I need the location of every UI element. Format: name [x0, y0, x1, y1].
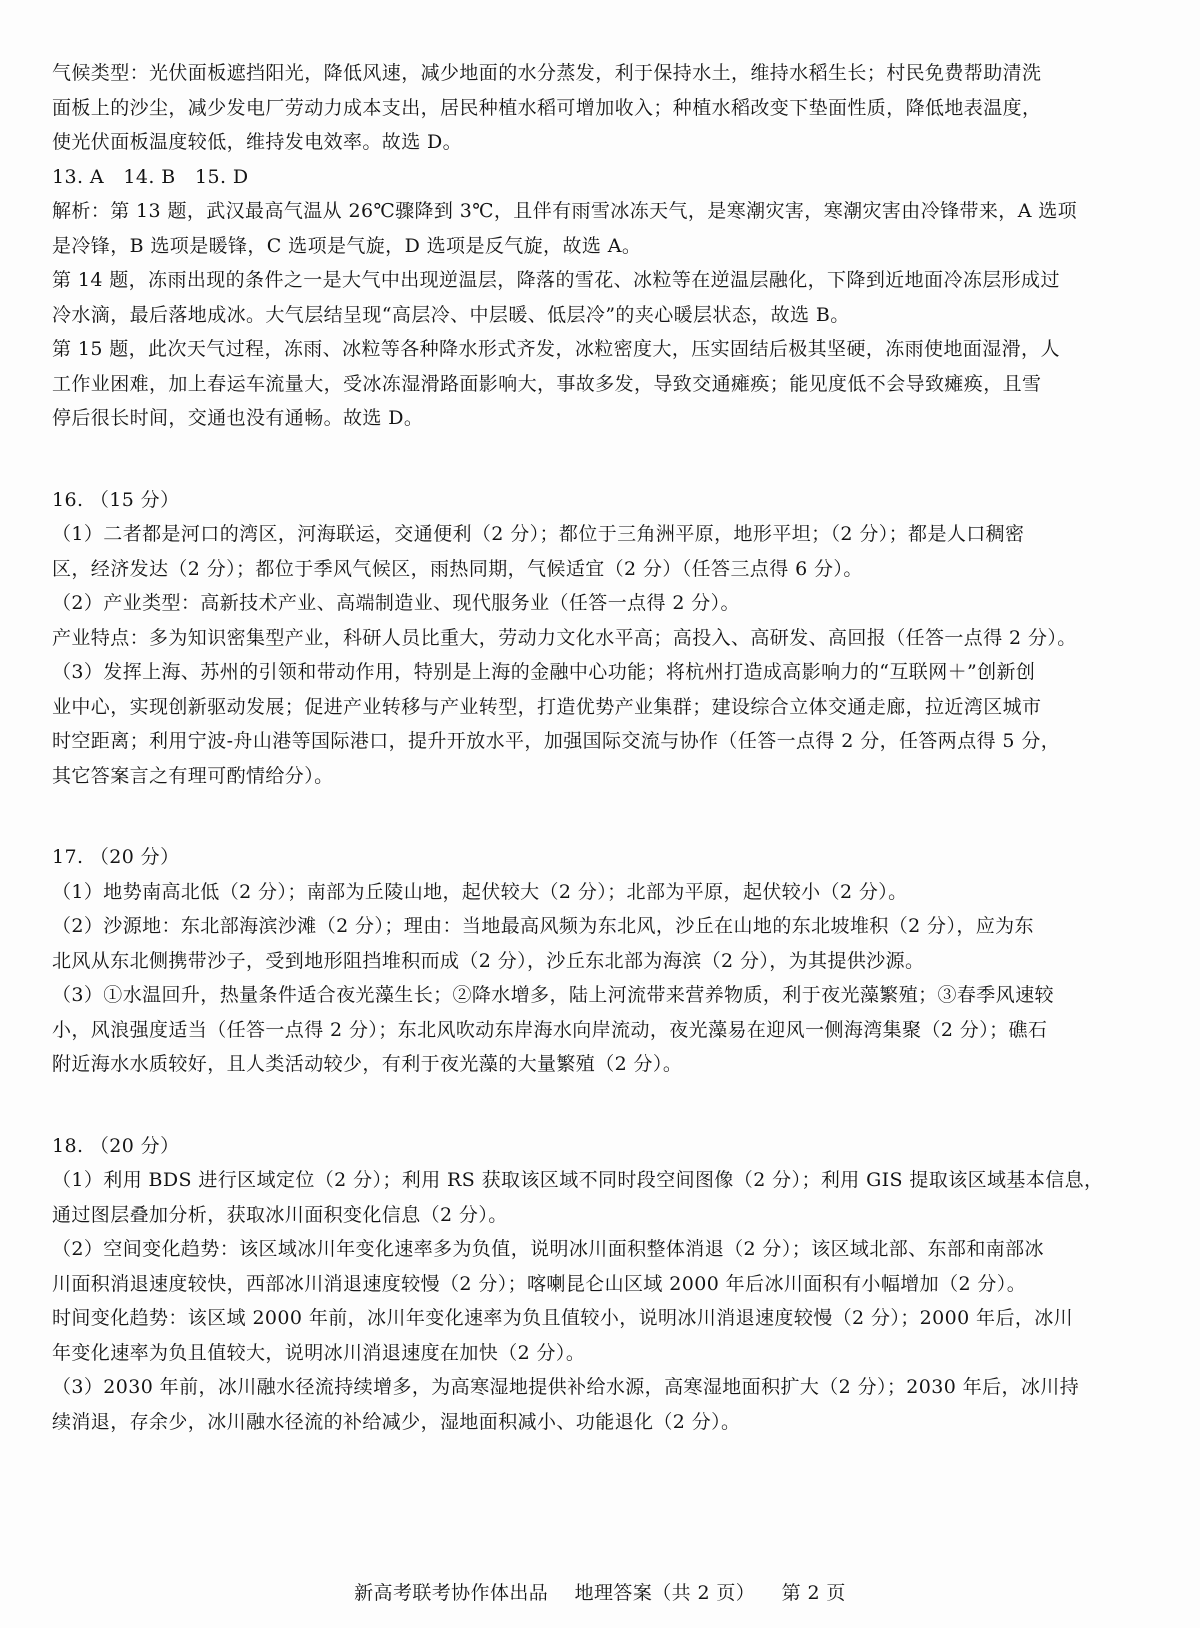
question-16-section: [52, 483, 1152, 794]
text-line: （2）空间变化趋势：该区域冰川年变化速率多为负值，说明冰川面积整体消退（2 分）；该区域北部、东部和南部冰: [52, 1238, 1044, 1260]
text-line: 使光伏面板温度较低，维持发电效率。故选 D。: [52, 131, 463, 153]
text-line: （1）二者都是河口的湾区，河海联运，交通便利（2 分）；都位于三角洲平原，地形平坦；（2 分）；都是人口稠密: [52, 523, 1025, 545]
text-line: 第 14 题，冻雨出现的条件之一是大气中出现逆温层，降落的雪花、冰粒等在逆温层融化，下降到近地面冷冻层形成过: [52, 269, 1060, 291]
text-line: 工作业困难，加上春运车流量大，受冰冻湿滑路面影响大，事故多发，导致交通瘫痪；能见度低不会导致瘫痪，且雪: [52, 372, 1042, 395]
text-line: （1）利用 BDS 进行区域定位（2 分）；利用 RS 获取该区域不同时段空间图像（2 分）；利用 GIS 提取该区域基本信息，: [52, 1169, 1104, 1191]
footer-subject: 地理答案（共 2 页）: [574, 1582, 756, 1604]
text-line: （2）沙源地：东北部海滨沙滩（2 分）；理由：当地最高风频为东北风，沙丘在山地的东北坡堆积（2 分），应为东: [52, 915, 1034, 937]
text-line: 第 15 题，此次天气过程，冻雨、冰粒等各种降水形式齐发，冰粒密度大，压实固结后极其坚硬，冻雨使地面湿滑，人: [52, 338, 1060, 360]
text-line: （3）2030 年前，冰川融水径流持续增多，为高寒湿地提供补给水源，高寒湿地面积扩大（2 分）；2030 年后，冰川持: [52, 1376, 1080, 1398]
text-line: （1）地势南高北低（2 分）；南部为丘陵山地，起伏较大（2 分）；北部为平原，起伏较小（2 分）。: [52, 880, 908, 903]
question-heading: 16. （15 分）: [52, 488, 180, 511]
section-gap: [52, 436, 1152, 483]
text-line: 通过图层叠加分析，获取冰川面积变化信息（2 分）。: [52, 1203, 508, 1226]
question-17-section: [52, 840, 1152, 1082]
text-line: 其它答案言之有理可酌情给分）。: [52, 764, 334, 787]
text-line: （3）①水温回升，热量条件适合夜光藻生长；②降水增多，陆上河流带来营养物质，利于夜光藻繁殖；③春季风速较: [52, 984, 1054, 1006]
text-line: 年变化速率为负且值较大，说明冰川消退速度在加快（2 分）。: [52, 1341, 586, 1364]
text-line: 是冷锋，B 选项是暖锋，C 选项是气旋，D 选项是反气旋，故选 A。: [52, 234, 642, 257]
text-line: 业中心，实现创新驱动发展；促进产业转移与产业转型，打造优势产业集群；建设综合立体交通走廊，拉近湾区城市: [52, 695, 1042, 718]
text-line: 时间变化趋势：该区域 2000 年前，冰川年变化速率为负且值较小，说明冰川消退速度较慢（2 分）；2000 年后，冰川: [52, 1307, 1074, 1329]
question-heading: 17. （20 分）: [52, 846, 180, 868]
footer-page-number: 第 2 页: [781, 1582, 846, 1604]
answer-key-line: 13. A 14. B 15. D: [52, 165, 249, 188]
text-line: 解析：第 13 题，武汉最高气温从 26℃骤降到 3℃，且伴有雨雪冰冻天气，是寒潮灾害，寒潮灾害由冷锋带来，A 选项: [52, 200, 1078, 222]
text-line: 川面积消退速度较快，西部冰川消退速度较慢（2 分）；喀喇昆仑山区域 2000 年后冰川面积有小幅增加（2 分）。: [52, 1272, 1027, 1295]
text-line: 产业特点：多为知识密集型产业，科研人员比重大，劳动力文化水平高；高投入、高研发、高回报（任答一点得 2 分）。: [52, 626, 1077, 649]
section-gap: [52, 793, 1152, 840]
text-line: 北风从东北侧携带沙子，受到地形阻挡堆积而成（2 分），沙丘东北部为海滨（2 分），为其提供沙源。: [52, 949, 925, 972]
question-18-section: [52, 1129, 1152, 1440]
footer-publisher: 新高考联考协作体出品: [354, 1582, 549, 1604]
continuation-section: [52, 56, 1152, 436]
question-heading: 18. （20 分）: [52, 1134, 180, 1157]
text-line: 附近海水水质较好，且人类活动较少，有利于夜光藻的大量繁殖（2 分）。: [52, 1053, 683, 1075]
text-line: 气候类型：光伏面板遮挡阳光，降低风速，减少地面的水分蒸发，利于保持水土，维持水稻生长；村民免费帮助清洗: [52, 62, 1042, 84]
text-line: （3）发挥上海、苏州的引领和带动作用，特别是上海的金融中心功能；将杭州打造成高影响力的“互联网＋”创新创: [52, 661, 1036, 683]
text-line: 区，经济发达（2 分）；都位于季风气候区，雨热同期，气候适宜（2 分）（任答三点得 6 分）。: [52, 557, 863, 580]
text-line: 续消退，存余少，冰川融水径流的补给减少，湿地面积减小、功能退化（2 分）。: [52, 1410, 741, 1433]
answer-content: [52, 56, 1152, 1439]
text-line: 时空距离；利用宁波-舟山港等国际港口，提升开放水平，加强国际交流与协作（任答一点得 2 分，任答两点得 5 分，: [52, 730, 1061, 752]
text-line: 小，风浪强度适当（任答一点得 2 分）；东北风吹动东岸海水向岸流动，夜光藻易在迎风一侧海湾集聚（2 分）；礁石: [52, 1018, 1048, 1041]
text-line: 面板上的沙尘，减少发电厂劳动力成本支出，居民种植水稻可增加收入；种植水稻改变下垫面性质，降低地表温度，: [52, 96, 1042, 119]
text-line: （2）产业类型：高新技术产业、高端制造业、现代服务业（任答一点得 2 分）。: [52, 592, 740, 614]
section-gap: [52, 1082, 1152, 1129]
text-line: 冷水滴，最后落地成冰。大气层结呈现“高层冷、中层暖、低层冷”的夹心暖层状态，故选 B。: [52, 303, 850, 326]
text-line: 停后很长时间，交通也没有通畅。故选 D。: [52, 407, 424, 429]
page-footer: [0, 1578, 1200, 1608]
